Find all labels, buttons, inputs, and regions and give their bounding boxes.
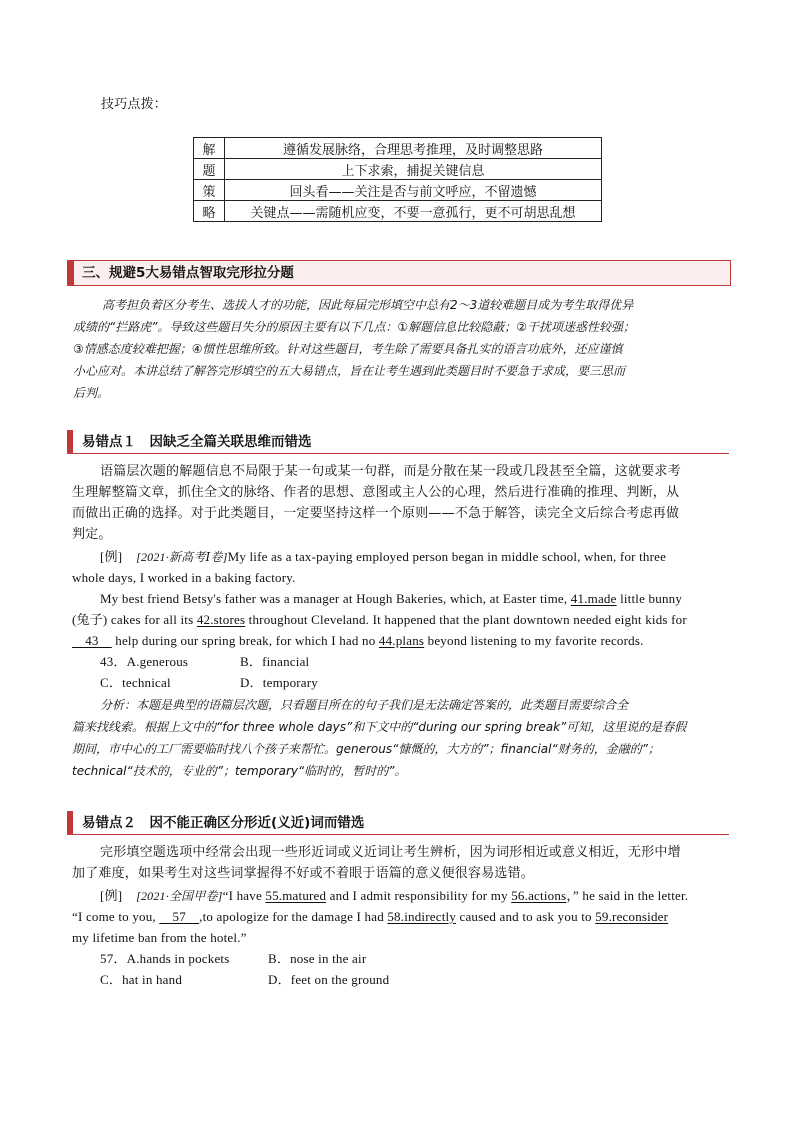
option-d: D．feet on the ground [268,972,390,987]
error1-analysis-line: 分析：本题是典型的语篇层次题，只看题目所在的句子我们是无法确定答案的，此类题目需要综合全 [100,698,629,712]
error1-para-line: 而做出正确的选择。对于此类题目，一定要坚持这样一个原则——不急于解答，读完全文后综合考虑再做 [72,506,680,521]
error1-analysis-line: 篇来找线索。根据上文中的“for three whole days”和下文中的“during our spring break”可知，这里说的是春假 [72,720,687,734]
section3-title: 三、规避5大易错点智取完形拉分题 [82,265,294,281]
error1-para-line: 判定。 [72,527,112,542]
example-text: and I admit responsibility for my [329,888,508,903]
option-a: 43．A.generous [100,654,189,669]
option-c: C．hat in hand [100,972,183,987]
option-b: B．nose in the air [268,951,367,966]
underlined-answer: 59.reconsider [595,909,669,924]
strategy-table [193,137,602,222]
option-c: C．technical [100,675,171,690]
example-text: “I have [222,888,262,903]
error2-example-line: my lifetime ban from the hotel.” [72,930,247,945]
example-text: My best friend Betsy's father was a manager at Hough Bakeries, which, at Easter time, [100,591,568,606]
header-underline [67,453,729,454]
section-marker [67,430,73,454]
error1-example-line [100,546,666,568]
example-tag: [例] [100,888,123,903]
section3-header [67,260,731,286]
strategy-side-char: 略 [194,201,225,222]
strategy-side-char: 题 [194,159,225,180]
example-text: “I come to you, [72,909,156,924]
header-underline [67,834,729,835]
error1-example-line [100,588,682,609]
underlined-answer: 56.actions [511,888,567,903]
error1-para-line: 生理解整篇文章，抓住全文的脉络、作者的思想、意图或主人公的心理，然后进行准确的推理、判断，从 [72,485,680,500]
underlined-answer: 41.made [570,591,617,606]
strategy-row: 遵循发展脉络，合理思考推理，及时调整思路 [225,138,602,159]
option-d: D．temporary [240,675,319,690]
error2-para-line: 加了难度，如果考生对这些词掌握得不好或不着眼于语篇的意义便很容易选错。 [72,866,535,881]
error2-example-line [72,906,668,927]
underlined-answer: 44.plans [378,633,425,648]
section-marker [67,811,73,835]
question-blank: 57 [159,909,200,924]
strategy-side-char: 策 [194,180,225,201]
example-source: [2021·全国甲卷] [136,889,223,903]
underlined-answer: 58.indirectly [387,909,457,924]
error2-example-line [100,885,688,907]
option-a: 57．A.hands in pockets [100,951,230,966]
strategy-row: 上下求索，捕捉关键信息 [225,159,602,180]
example-text: My life as a tax-paying employed person began in middle school, when, for three [227,549,667,564]
underlined-answer: 55.matured [265,888,327,903]
strategy-row: 关键点——需随机应变，不要一意孤行，更不可胡思乱想 [225,201,602,222]
example-source: [2021·新高考Ⅰ卷] [136,550,228,564]
error1-analysis-line: technical“技术的，专业的”；temporary“临时的，暂时的”。 [72,764,407,778]
example-text: throughout Cleveland. It happened that the plant downtown needed eight kids for [248,612,687,627]
error1-header [67,430,729,454]
section3-intro-line: 高考担负着区分考生、选拔人才的功能，因此每届完形填空中总有2～3道较难题目成为考生取得优异 [102,298,634,312]
error1-para-line: 语篇层次题的解题信息不局限于某一句或某一句群，而是分散在某一段或几段甚至全篇，这就要求考 [100,464,681,479]
strategy-side-char: 解 [194,138,225,159]
error1-example-line: whole days, I worked in a baking factory. [72,570,296,585]
section-marker [68,261,74,285]
strategy-row: 回头看——关注是否与前文呼应，不留遗憾 [225,180,602,201]
error2-title: 易错点２ 因不能正确区分形近(义近)词而错选 [82,815,365,831]
example-text: help during our spring break, for which I had no [115,633,376,648]
error1-example-line [72,630,644,651]
example-text: ,to apologize for the damage I had [199,909,384,924]
section3-intro-line: 成绩的“拦路虎”。导致这些题目失分的原因主要有以下几点：①解题信息比较隐蔽；②干扰项迷惑性较强； [73,320,635,334]
error2-para-line: 完形填空题选项中经常会出现一些形近词或义近词让考生辨析，因为词形相近或意义相近，无形中增 [100,845,681,860]
error2-header [67,811,729,835]
example-tag: [例] [100,549,123,564]
example-text: little bunny [620,591,683,606]
section3-intro-line: 小心应对。本讲总结了解答完形填空的五大易错点，旨在让考生遇到此类题目时不要急于求成，要三思而 [73,364,626,378]
question-blank: 43 [72,633,112,648]
example-text: ，” he said in the letter. [566,888,689,903]
option-b: B．financial [240,654,310,669]
section3-intro-line: 后判。 [73,386,110,400]
example-text: caused and to ask you to [459,909,592,924]
error1-analysis-line: 期间，市中心的工厂需要临时找八个孩子来帮忙。generous“慷慨的，大方的”；financial“财务的，金融的”； [72,742,660,756]
example-text: (兔子) cakes for all its [72,612,194,627]
error1-example-line [72,609,687,630]
tips-label: 技巧点拨： [101,97,168,112]
example-text: beyond listening to my favorite records. [427,633,644,648]
underlined-answer: 42.stores [196,612,246,627]
error1-title: 易错点１ 因缺乏全篇关联思维而错选 [82,434,312,450]
section3-intro-line: ③情感态度较难把握；④惯性思维所致。针对这些题目，考生除了需要具备扎实的语言功底外，还应谨慎 [73,342,623,356]
